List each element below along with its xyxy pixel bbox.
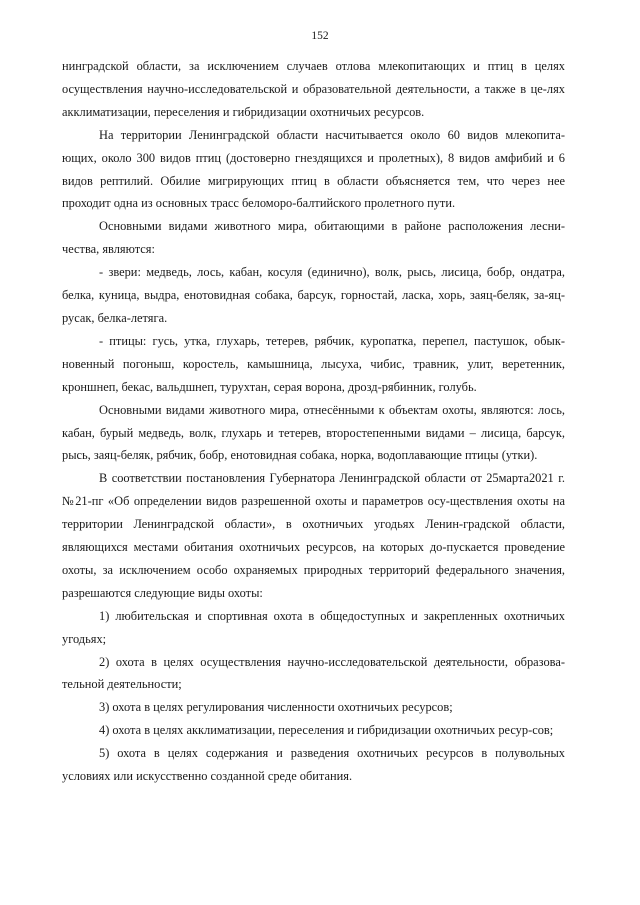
document-body: [62, 55, 565, 788]
paragraph-governor-decree: В соответствии постановления Губернатора Ленинградской области от 25марта2021 г. №21-пг «Об определении видов разрешенной охоты и параметров осу-ществления охоты на территории Ленинградской области», в охотничьих угодьях Ленин-градской области, являющихся местами обитания охотничьих ресурсов, на которых до-пускается проведение охоты, за исключением особо охраняемых природных территорий федерального значения, разрешаются следующие виды охоты:: [62, 471, 565, 600]
paragraph-species-count: На территории Ленинградской области насчитывается около 60 видов млекопита-ющих, около 300 видов птиц (достоверно гнездящихся и пролетных), 8 видов амфибий и 6 видов рептилий. Обилие мигрирующих птиц в области объясняется тем, что через нее проходит одна из основных трасс беломоро-балтийского пролетного пути.: [62, 127, 565, 211]
paragraph-main-species-intro: Основными видами животного мира, обитающими в районе расположения лесни-чества, являются:: [62, 219, 565, 257]
page-number: 152: [311, 30, 329, 42]
list-item-hunting-type-5: 5) охота в целях содержания и разведения охотничьих ресурсов в полувольных условиях или искусственно созданной среде обитания.: [62, 746, 565, 784]
paragraph-birds-list: - птицы: гусь, утка, глухарь, тетерев, рябчик, куропатка, перепел, пастушок, обык-новенный погоныш, коростель, камышница, лысуха, чибис, травник, улит, веретенник, кроншнеп, бекас, вальдшнеп, турухтан, серая ворона, дрозд-рябинник, голубь.: [62, 333, 565, 394]
list-item-hunting-type-4: 4) охота в целях акклиматизации, переселения и гибридизации охотничьих ресур-сов;: [99, 723, 554, 738]
list-item-hunting-type-3: 3) охота в целях регулирования численности охотничьих ресурсов;: [99, 700, 453, 715]
paragraph-mammals-list: - звери: медведь, лось, кабан, косуля (единично), волк, рысь, лисица, бобр, ондатра, белка, куница, выдра, енотовидная собака, барсук, горностай, ласка, хорь, заяц-беляк, за-яц-русак, белка-летяга.: [62, 265, 565, 325]
list-item-hunting-type-2: 2) охота в целях осуществления научно-исследовательской деятельности, образова-тельной деятельности;: [62, 654, 565, 692]
paragraph-hunting-objects: Основными видами животного мира, отнесёнными к объектам охоты, являются: лось, кабан, бурый медведь, волк, глухарь и тетерев, второстепенными видами – лисица, барсук, рысь, заяц-беляк, рябчик, бобр, енотовидная собака, норка, водоплавающие птицы (утки).: [62, 402, 565, 463]
paragraph-continuation: нинградской области, за исключением случаев отлова млекопитающих и птиц в целях осуществления научно-исследовательской и образовательной деятельности, а также в це-лях акклиматизации, переселения и гибридизации охотничьих ресурсов.: [62, 59, 565, 119]
list-item-hunting-type-1: 1) любительская и спортивная охота в общедоступных и закрепленных охотничьих угодьях;: [62, 608, 565, 646]
